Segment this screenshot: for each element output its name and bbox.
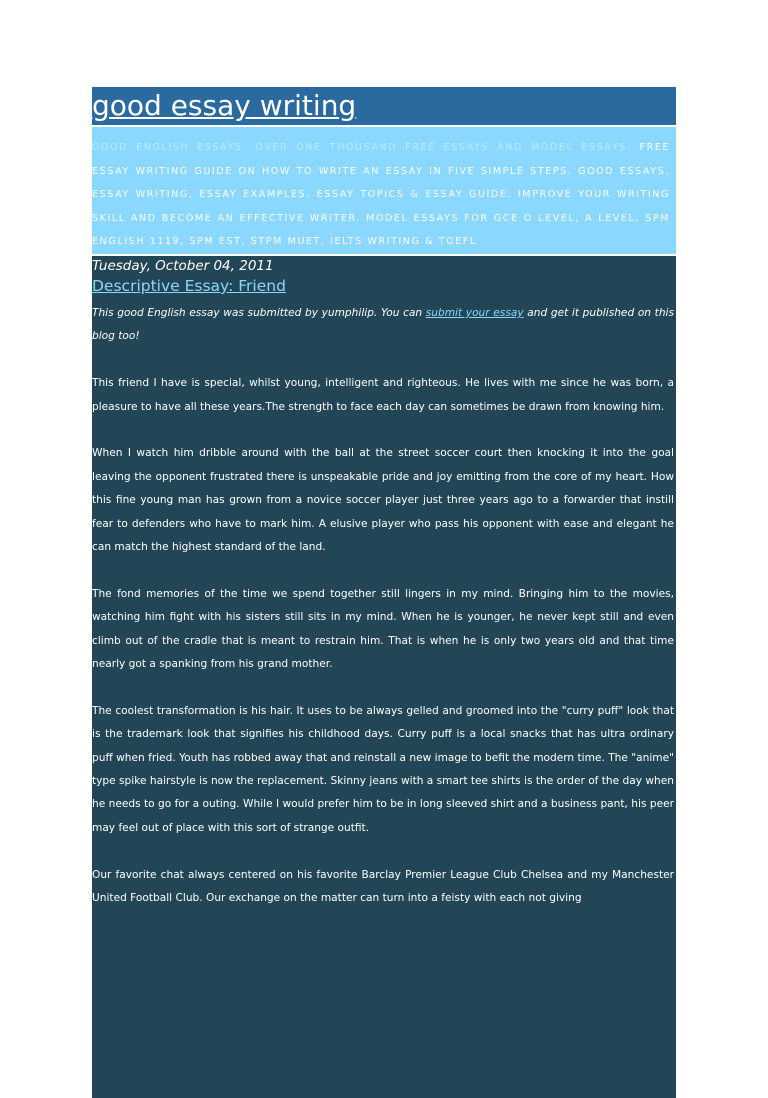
blog-title-link[interactable]: good essay writing	[92, 89, 357, 122]
post-paragraph-2: When I watch him dribble around with the ball at the street soccer court then knocking it into the goal leaving the opponent frustrated there is unspeakable pride and joy emitting from the core of my heart. How this fine young man has grown from a novice soccer player just three years ago to a forwarder that instill fear to defenders who have to mark him. A elusive player who pass his opponent with ease and elegant he can match the highest standard of the land.	[92, 447, 674, 554]
post-paragraph-5: Our favorite chat always centered on his favorite Barclay Premier League Club Chelsea and my Manchester United Football Club. Our exchange on the matter can turn into a feisty with each not giving	[92, 868, 674, 905]
blog-description-text: FREE ESSAY WRITING GUIDE ON HOW TO WRITE AN ESSAY IN FIVE SIMPLE STEPS. GOOD ESSAYS, ESSAY WRITING, ESSAY EXAMPLES, ESSAY TOPICS & ESSAY GUIDE. IMPROVE YOUR WRITING SKILL AND BECOME AN EFFECTIVE WRITER. MODEL ESSAYS FOR GCE O LEVEL, A LEVEL, SPM ENGLISH 1119, SPM EST, STPM MUET, IELTS WRITING & TOEFL	[92, 142, 671, 247]
post-paragraph-3: The fond memories of the time we spend together still lingers in my mind. Bringing him to the movies, watching him fight with his sisters still sits in my mind. When he is younger, he never kept still and even climb out of the cradle that is meant to restrain him. That is when he is only two years old and that time nearly got a spanking from his grand mother.	[92, 587, 674, 671]
post-paragraph-1: This friend I have is special, whilst young, intelligent and righteous. He lives with me since he was born, a pleasure to have all these years.The strength to face each day can sometimes be drawn from knowing him.	[92, 377, 674, 413]
blog-description	[92, 127, 676, 254]
post-body	[92, 302, 676, 910]
post-paragraph-4: The coolest transformation is his hair. It uses to be always gelled and groomed into the "curry puff" look that is the trademark look that signifies his childhood days. Curry puff is a local snacks that has ultra ordinary puff when fried. Youth has robbed away that and reinstall a new image to befit the modern time. The "anime" type spike hairstyle is now the replacement. Skinny jeans with a smart tee shirts is the order of the day when he needs to go for a outing. While I would prefer him to be in long sleeved shirt and a business pant, his peer may feel out of place with this sort of strange outfit.	[92, 704, 674, 834]
post-title-link[interactable]: Descriptive Essay: Friend	[92, 277, 286, 295]
post-date: Tuesday, October 04, 2011	[92, 258, 274, 274]
blog-header	[92, 87, 676, 127]
blog-page	[92, 87, 676, 1098]
blog-description-faded: GOOD ENGLISH ESSAYS. OVER ONE THOUSAND FREE ESSAYS AND MODEL ESSAYS.	[92, 142, 632, 153]
submit-essay-link[interactable]: submit your essay	[425, 307, 524, 319]
post-intro	[92, 302, 674, 349]
post-intro-before: This good English essay was submitted by yumphilip. You can	[92, 307, 426, 319]
post-intro-after: and get it published on this blog too!	[92, 307, 674, 343]
blog-post	[92, 256, 676, 1098]
